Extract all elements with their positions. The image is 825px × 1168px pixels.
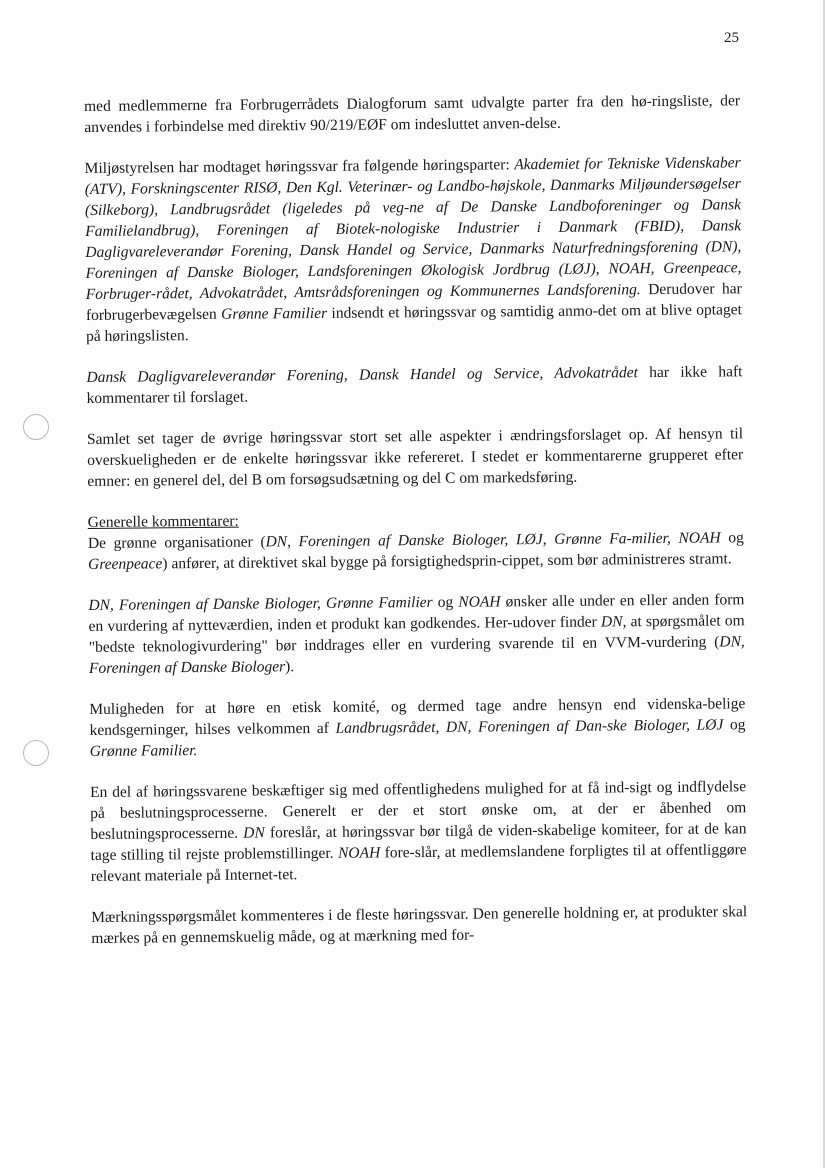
paragraph [91, 901, 747, 949]
text-run: Landbrugsrådet, DN, Foreningen af Dan-ske Biologer, LØJ [335, 716, 724, 737]
paragraph [87, 423, 744, 492]
text-run: En del af høringssvarene beskæftiger sig med offentlighedens mulighed for at få ind-sigt og indflydelse på beslutningsprocesserne. Generelt er der et stort ønske om, at der er åbenhed om beslutningsprocesserne. [90, 778, 747, 843]
section-heading: Generelle kommentarer: [87, 512, 239, 531]
text-run: med medlemmerne fra Forbrugerrådets Dialogforum samt udvalgte parter fra den hø-ringsliste, der anvendes i forbindelse med direktiv 90/219/EØF om indesluttet anven-delse. [84, 92, 741, 136]
text-run: , at spørgsmålet om "bedste teknologivurdering" bør inddrages eller en vurdering svarende til en VVM-vurdering ( [88, 612, 745, 656]
text-run: indsendt et høringssvar og samtidig anmo-det om at blive optaget på høringslisten. [86, 301, 742, 345]
text-run: Akademiet for Tekniske Videnskaber (ATV), Forskningscenter RISØ, Den Kgl. Veterinær- og Landbo-højskole, Danmarks Miljøundersøgelser (Silkeborg), Landbrugsrådet (ligeledes på veg-ne af De Danske Landboforeninger og Dansk Familielandbrug), Foreningen af Biotek-nologiske Industrier i Danmark (FBID), Dansk Dagligvareleverandør Forening, Dansk Handel og Service, Danmarks Naturfredningsforening (DN), Foreningen af Danske Biologer, Landsforeningen Økologisk Jordbrug (LØJ), NOAH, Greenpeace, Forbruger-rådet, Advokatrådet, Amtsrådsforeningen og Kommunernes Landsforening. [84, 154, 742, 303]
paragraph [90, 776, 747, 887]
text-run: Samlet set tager de øvrige høringssvar stort set alle aspekter i ændringsforslaget op. Af hensyn til overskueligheden er de enkelte høringssvar ikke refereret. I stedet er kommentarerne grupperet efter emner: en generel del, del B om forsøgsudsætning og del C om markedsføring. [86, 425, 744, 490]
text-run: Mærkningsspørgsmålet kommenteres i de fleste høringssvar. Den generelle holdning er, at produkter skal mærkes på en gennemskuelig måde, og at mærkning med for- [91, 903, 748, 947]
text-run: fore-slår, at medlemslandene forpligtes til at offentliggøre relevant materiale på Internet-tet. [90, 841, 747, 885]
paragraph [84, 90, 740, 138]
text-run: Dansk Dagligvareleverandør Forening, Dansk Handel og Service, Advokatrådet [86, 364, 638, 386]
text-run: Derudover har forbrugerbevægelsen [85, 280, 742, 324]
text-run: ) anfører, at direktivet skal bygge på forsigtighedsprin-cippet, som bør administreres stramt. [162, 550, 732, 573]
text-run: DN [600, 613, 623, 631]
text-run: og [723, 716, 746, 734]
text-run: Muligheden for at høre en etisk komité, og dermed tage andre hensyn end videnska-belige kendsgerninger, hilses velkommen af [89, 695, 746, 739]
body-text [84, 90, 748, 969]
punch-hole [23, 414, 49, 440]
punch-hole [23, 740, 49, 766]
text-run: ). [285, 658, 295, 676]
text-run: foreslår, at høringssvar bør tilgå de viden-skabelige komiteer, for at de kan tage stilling til rejste problemstillinger. [90, 820, 747, 864]
text-run: og [432, 593, 459, 611]
text-run: NOAH [337, 844, 381, 862]
paragraph [89, 693, 746, 762]
text-run: Grønne Familier [221, 304, 328, 323]
text-run: DN [243, 824, 265, 842]
paragraph [88, 506, 745, 575]
text-run: Miljøstyrelsen har modtaget høringssvar fra følgende høringsparter: [84, 156, 515, 177]
text-run: Greenpeace [88, 555, 163, 573]
text-run: DN, Foreningen af Danske Biologer, Grønne Familier [88, 593, 433, 614]
text-run: DN, Foreningen af Danske Biologer [88, 633, 745, 677]
text-run: DN, Foreningen af Danske Biologer, LØJ, Grønne Fa-milier, NOAH [265, 529, 721, 551]
paragraph [88, 589, 745, 679]
text-run: har ikke haft kommentarer til forslaget. [86, 363, 743, 407]
text-run: og [720, 529, 744, 547]
text-run: De grønne organisationer ( [87, 533, 266, 552]
paragraph [85, 152, 743, 347]
text-run: NOAH [458, 593, 501, 611]
text-run: ønsker alle under en eller anden form en vurdering af nytteværdien, inden et produkt kan godkendes. Her-udover finder [88, 591, 745, 635]
text-run: Grønne Familier. [89, 742, 198, 760]
paragraph [86, 361, 742, 409]
page-number: 25 [724, 30, 739, 46]
